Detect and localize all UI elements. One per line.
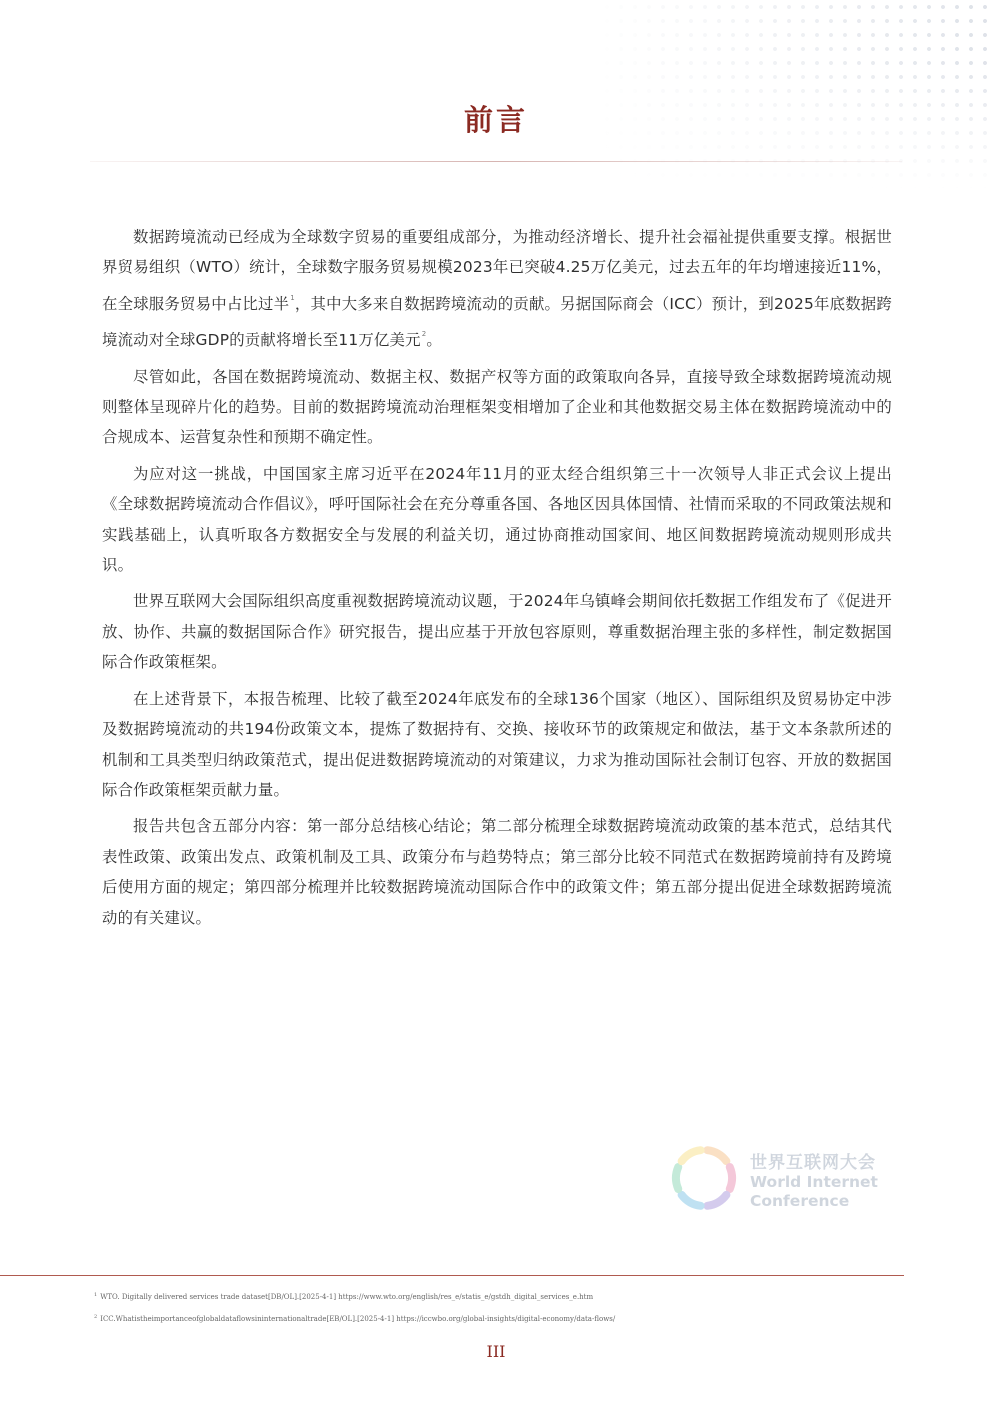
footnote-2 (94, 1312, 894, 1324)
footnote-1 (94, 1290, 894, 1302)
footnote-ref-1[interactable]: 1 (290, 293, 295, 302)
footnote-2-number: 2 (94, 1314, 98, 1320)
ring-segment (682, 1150, 701, 1161)
ring-segment (707, 1195, 726, 1206)
ring-segment (730, 1167, 732, 1189)
wic-ring-icon (664, 1138, 744, 1218)
paragraph-2: 尽管如此，各国在数据跨境流动、数据主权、数据产权等方面的政策取向各异，直接导致全球数据跨境流动规则整体呈现碎片化的趋势。目前的数据跨境流动治理框架变相增加了企业和其他数据交易主体在数据跨境流动中的合规成本、运营复杂性和预期不确定性。 (102, 367, 892, 447)
paragraph-1-part-a: 数据跨境流动已经成为全球数字贸易的重要组成部分，为推动经济增长、提升社会福祉提供重要支撑。根据世界贸易组织（WTO）统计，全球数字服务贸易规模2023年已突破4.25万亿美元，过去五年的年均增速接近11%，在全球服务贸易中占比过半 (102, 228, 892, 313)
footnote-2-text[interactable]: ICC.Whatistheimportanceofglobaldataflowsininternationaltrade[EB/OL].[2025-4-1] https://iccwbo.org/global-insights/digital-economy/data-flows/ (100, 1315, 616, 1323)
paragraph-5: 在上述背景下，本报告梳理、比较了截至2024年底发布的全球136个国家（地区）、国际组织及贸易协定中涉及数据跨境流动的共194份政策文本，提炼了数据持有、交换、接收环节的政策规定和做法，基于文本条款所述的机制和工具类型归纳政策范式，提出促进数据跨境流动的对策建议，力求为推动国际社会制订包容、开放的数据国际合作政策框架贡献力量。 (102, 689, 892, 799)
ring-segment (682, 1195, 701, 1206)
footnote-ref-2[interactable]: 2 (421, 330, 427, 339)
ring-segment (707, 1150, 726, 1161)
page-number: III (486, 1342, 506, 1361)
logo-text-en-1: World Internet (750, 1173, 878, 1191)
paragraph-1 (102, 222, 892, 356)
footnote-1-number: 1 (94, 1292, 98, 1298)
title-divider (90, 161, 902, 162)
ring-segment (676, 1167, 678, 1189)
paragraph-1-part-c: 。 (426, 331, 442, 350)
footnotes (94, 1290, 894, 1334)
paragraph-3: 为应对这一挑战，中国国家主席习近平在2024年11月的亚太经合组织第三十一次领导人非正式会议上提出《全球数据跨境流动合作倡议》，呼吁国际社会在充分尊重各国、各地区因具体国情、社情而采取的不同政策法规和实践基础上，认真听取各方数据安全与发展的利益关切，通过协商推动国家间、地区间数据跨境流动规则形成共识。 (102, 464, 892, 575)
logo-text-en-2: Conference (750, 1192, 850, 1210)
logo-text (750, 1148, 878, 1211)
wic-logo (664, 1138, 894, 1218)
logo-text-cn: 世界互联网大会 (750, 1153, 876, 1173)
paragraph-6: 报告共包含五部分内容：第一部分总结核心结论；第二部分梳理全球数据跨境流动政策的基本范式，总结其代表性政策、政策出发点、政策机制及工具、政策分布与趋势特点；第三部分比较不同范式在数据跨境前持有及跨境后使用方面的规定；第四部分梳理并比较数据跨境流动国际合作中的政策文件；第五部分提出促进全球数据跨境流动的有关建议。 (102, 817, 892, 927)
footnote-1-text[interactable]: WTO. Digitally delivered services trade dataset[DB/OL].[2025-4-1] https://www.wto.org/english/res_e/statis_e/gstdh_digital_services_e.htm (100, 1293, 594, 1301)
page-title: 前言 (463, 103, 528, 137)
paragraph-1-part-b: ，其中大多来自数据跨境流动的贡献。另据国际商会（ICC）预计，到2025年底数据跨境流动对全球GDP的贡献将增长至11万亿美元 (102, 294, 892, 350)
footnote-divider (0, 1275, 904, 1276)
body-text (102, 222, 892, 939)
paragraph-4: 世界互联网大会国际组织高度重视数据跨境流动议题，于2024年乌镇峰会期间依托数据工作组发布了《促进开放、协作、共赢的数据国际合作》研究报告，提出应基于开放包容原则，尊重数据治理主张的多样性，制定数据国际合作政策框架。 (102, 592, 892, 672)
